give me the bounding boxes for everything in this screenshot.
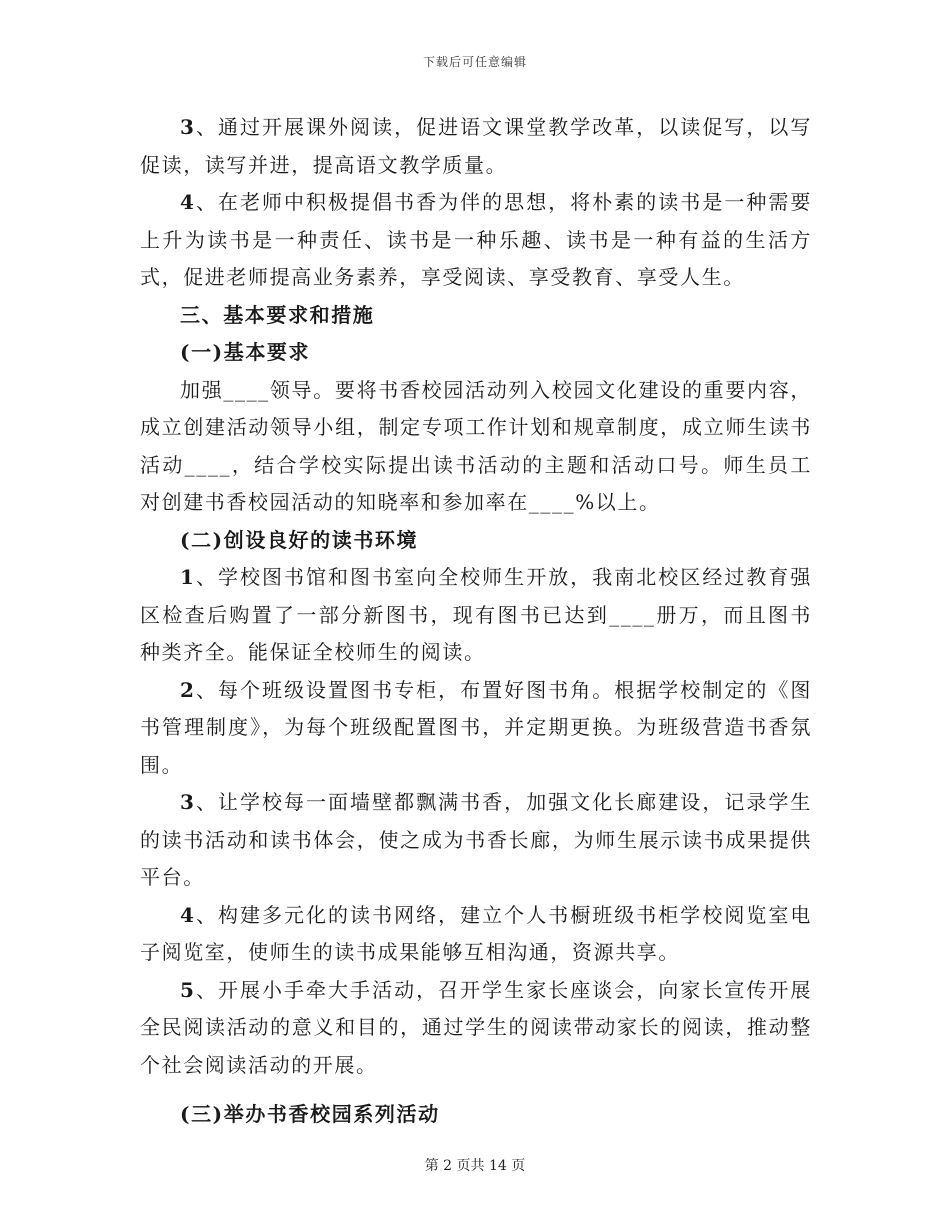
subsection-heading-campus-activities: (三)举办书香校园系列活动 — [180, 1102, 440, 1126]
paragraph-goal-3 — [140, 109, 812, 184]
item-number: 1 — [180, 565, 196, 589]
paragraph-text: 、让学校每一面墙壁都飘满书香，加强文化长廊建设，记录学生的读书活动和读书体会，使之成为书香长廊，为师生展示读书成果提供平台。 — [140, 790, 812, 889]
paragraph-text: 、每个班级设置图书专柜，布置好图书角。根据学校制定的《图书管理制度》，为每个班级配置图书，并定期更换。为班级营造书香氛围。 — [140, 677, 812, 777]
item-number: 5 — [180, 977, 196, 1002]
paragraph-environment-4 — [140, 897, 812, 972]
item-number: 4 — [180, 190, 196, 214]
item-number: 4 — [180, 902, 196, 927]
paragraph-basic-requirements: 加强____领导。要将书香校园活动列入校园文化建设的重要内容，成立创建活动领导小组，制定专项工作计划和规章制度，成立师生读书活动____，结合学校实际提出读书活动的主题和活动口号。师生员工对创建书香校园活动的知晓率和参加率在____%以上。 — [140, 377, 812, 514]
item-number: 2 — [180, 677, 196, 702]
document-body — [140, 109, 812, 1134]
paragraph-text: 、通过开展课外阅读，促进语文课堂教学改革，以读促写，以写促读，读写并进，提高语文教学质量。 — [140, 115, 812, 177]
item-number: 3 — [180, 115, 196, 139]
page-header: 下载后可任意编辑 — [422, 55, 527, 69]
paragraph-text: 、构建多元化的读书网络，建立个人书橱班级书柜学校阅览室电子阅览室，使师生的读书成果能够互相沟通，资源共享。 — [140, 902, 812, 964]
item-number: 3 — [180, 790, 196, 814]
paragraph-goal-4 — [140, 184, 812, 297]
page-footer: 第 2 页共 14 页 — [424, 1158, 526, 1174]
subsection-heading-reading-environment: (二)创设良好的读书环境 — [180, 527, 419, 552]
paragraph-text: 、在老师中积极提倡书香为伴的思想，将朴素的读书是一种需要上升为读书是一种责任、读书是一种乐趣、读书是一种有益的生活方式，促进老师提高业务素养，享受阅读、享受教育、享受人生。 — [140, 190, 812, 289]
paragraph-text: 、学校图书馆和图书室向全校师生开放，我南北校区经过教育强区检查后购置了一部分新图书，现有图书已达到____册万，而且图书种类齐全。能保证全校师生的阅读。 — [140, 565, 812, 664]
paragraph-text: 、开展小手牵大手活动，召开学生家长座谈会，向家长宣传开展全民阅读活动的意义和目的，通过学生的阅读带动家长的阅读，推动整个社会阅读活动的开展。 — [140, 977, 812, 1077]
section-heading-requirements: 三、基本要求和措施 — [180, 302, 375, 327]
paragraph-environment-2 — [140, 672, 812, 785]
paragraph-environment-3 — [140, 784, 812, 897]
subsection-heading-basic-requirements: (一)基本要求 — [180, 340, 311, 364]
paragraph-environment-1 — [140, 559, 812, 672]
paragraph-environment-5 — [140, 972, 812, 1085]
